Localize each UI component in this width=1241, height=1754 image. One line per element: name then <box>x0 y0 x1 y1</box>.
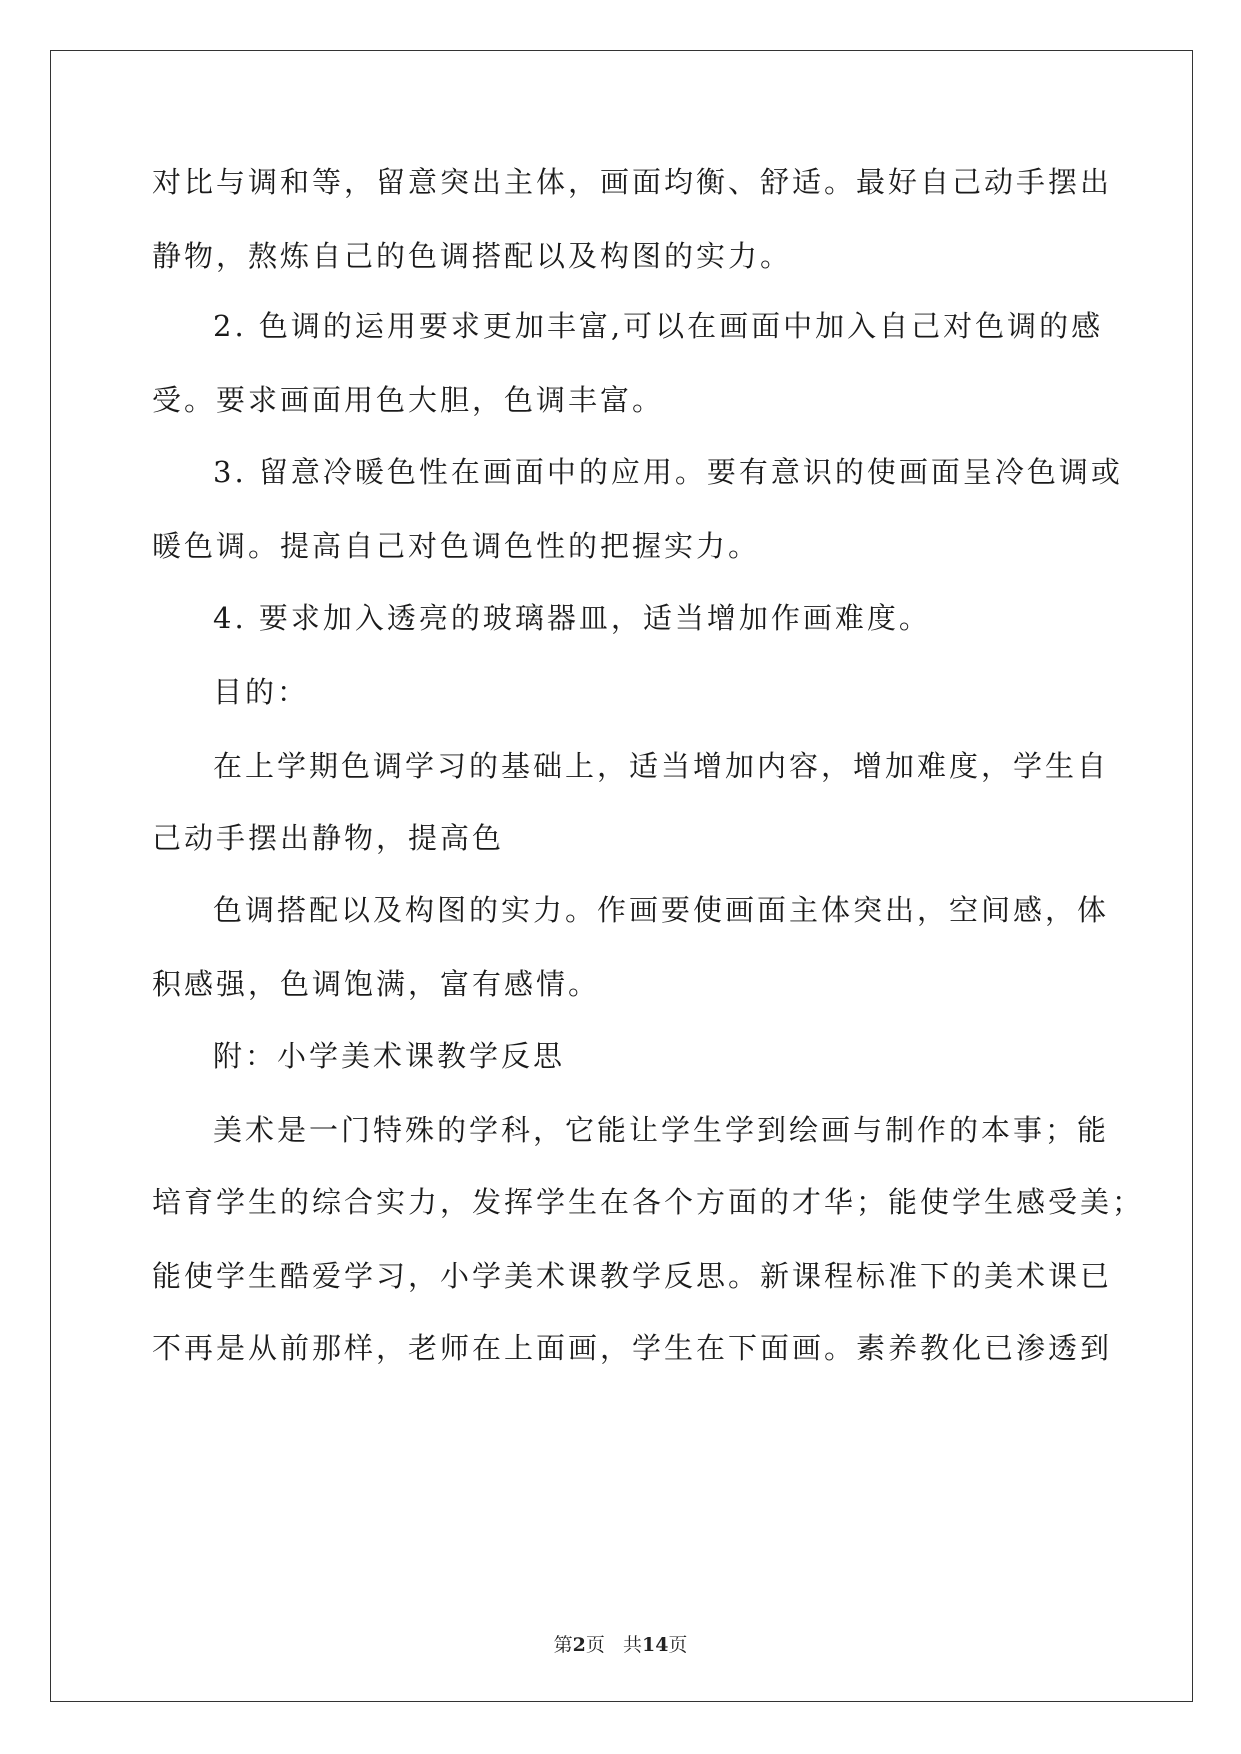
text-line: 静物，熬炼自己的色调搭配以及构图的实力。 <box>152 239 793 273</box>
text-line: 能使学生酷爱学习，小学美术课教学反思。新课程标准下的美术课已 <box>152 1259 1113 1293</box>
page-border <box>50 50 1193 1702</box>
current-page-number: 2 <box>572 1634 586 1656</box>
text-line: 受。要求画面用色大胆，色调丰富。 <box>152 383 665 417</box>
list-item-2: 2. 色调的运用要求更加丰富,可以在画面中加入自己对色调的感 <box>213 309 1104 343</box>
text-line: 培育学生的综合实力，发挥学生在各个方面的才华；能使学生感受美； <box>152 1185 1145 1219</box>
page-footer <box>0 1632 1241 1658</box>
paragraph-line: 美术是一门特殊的学科，它能让学生学到绘画与制作的本事；能 <box>213 1113 1110 1147</box>
list-item-4: 4. 要求加入透亮的玻璃器皿，适当增加作画难度。 <box>213 601 931 635</box>
text-line: 暖色调。提高自己对色调色性的把握实力。 <box>152 529 761 563</box>
text-line: 积感强，色调饱满，富有感情。 <box>152 967 601 1001</box>
appendix-title: 附：小学美术课教学反思 <box>213 1039 566 1073</box>
text-line: 己动手摆出静物，提高色 <box>152 821 505 855</box>
footer-total-prefix: 共 <box>622 1634 642 1656</box>
footer-total-suffix: 页 <box>668 1634 688 1656</box>
paragraph-line: 在上学期色调学习的基础上，适当增加内容，增加难度，学生自 <box>213 749 1110 783</box>
text-line: 不再是从前那样，老师在上面画，学生在下面画。素养教化已渗透到 <box>152 1331 1113 1365</box>
list-item-3: 3. 留意冷暖色性在画面中的应用。要有意识的使画面呈冷色调或 <box>213 455 1123 489</box>
section-heading-purpose: 目的： <box>213 675 310 709</box>
footer-prefix: 第 <box>553 1634 573 1656</box>
text-line: 对比与调和等，留意突出主体，画面均衡、舒适。最好自己动手摆出 <box>152 165 1113 199</box>
footer-page-suffix: 页 <box>585 1634 605 1656</box>
paragraph-line: 色调搭配以及构图的实力。作画要使画面主体突出，空间感，体 <box>213 893 1110 927</box>
total-page-count: 14 <box>641 1634 669 1656</box>
